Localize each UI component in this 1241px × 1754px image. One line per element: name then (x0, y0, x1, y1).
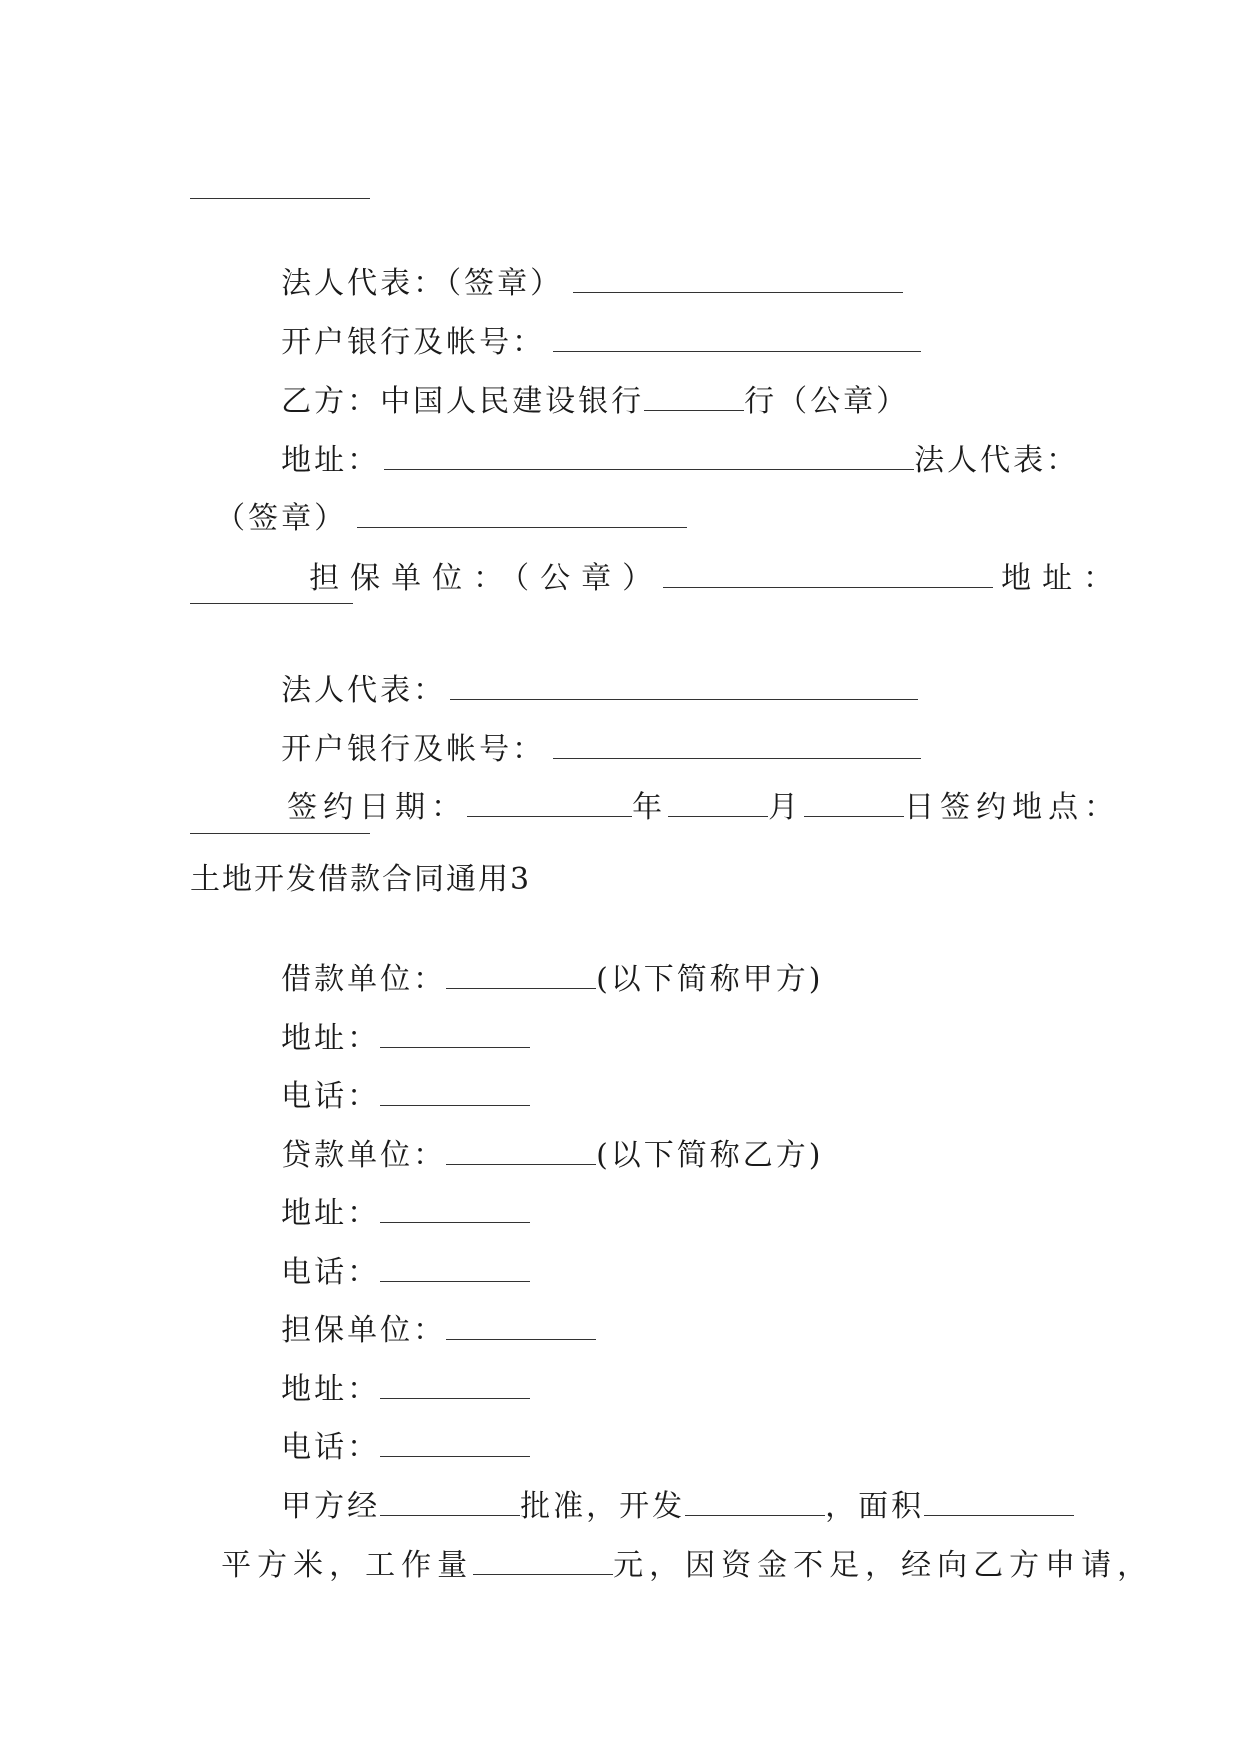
phone-label: 电话： (281, 1430, 381, 1465)
para-text: ，面积 (825, 1489, 925, 1524)
para-text: 平方米，工作量 (221, 1548, 474, 1583)
guarantor-label: 担保单位： (281, 1313, 447, 1348)
party-b-tail: 行（公章） (744, 384, 910, 419)
para-text: 批准，开发 (520, 1489, 686, 1524)
bank-account-label: 开户银行及帐号： (281, 732, 546, 767)
address-label: 地址： (281, 443, 381, 478)
sign-date-label: 签约日期： (287, 790, 468, 825)
legal-rep-label: 法人代表： (914, 443, 1080, 478)
address-label: 地址： (281, 1372, 381, 1407)
para-text: 甲方经 (281, 1489, 381, 1524)
borrower-tail: (以下简称甲方) (596, 962, 824, 997)
address-label: 地址： (281, 1196, 381, 1231)
bank-account-label: 开户银行及帐号： (281, 325, 546, 360)
guarantor-line (268, 517, 1124, 599)
address-label: 地址： (281, 1021, 381, 1056)
year-label: 年 (632, 790, 669, 825)
blank-field (804, 786, 904, 817)
guarantor-label: 担保单位：（公章） (309, 561, 664, 596)
guarantor-address-label: 地址： (1001, 561, 1125, 596)
blank-field (663, 557, 993, 588)
phone-label: 电话： (281, 1255, 381, 1290)
blank-field (467, 786, 632, 817)
blank-line (190, 198, 370, 199)
party-b-label: 乙方：中国人民建设银行 (281, 384, 645, 419)
seal-label: （签章） (215, 501, 348, 536)
phone-label: 电话： (281, 1079, 381, 1114)
paragraph-line-2 (190, 1504, 1153, 1586)
day-place-label: 日签约地点： (904, 790, 1121, 825)
legal-rep-label: 法人代表：（签章） (281, 266, 564, 301)
para-text: 元，因资金不足，经向乙方申请， (613, 1548, 1154, 1583)
blank-field (668, 786, 768, 817)
borrower-label: 借款单位： (281, 962, 447, 997)
lender-tail: (以下简称乙方) (596, 1138, 824, 1173)
month-label: 月 (768, 790, 805, 825)
section-title: 土地开发借款合同通用3 (190, 862, 532, 897)
blank-line (190, 603, 353, 604)
blank-line (190, 833, 370, 834)
legal-rep-label: 法人代表： (281, 673, 447, 708)
blank-field (473, 1544, 613, 1575)
lender-label: 贷款单位： (281, 1138, 447, 1173)
sign-date-line (256, 746, 1120, 828)
